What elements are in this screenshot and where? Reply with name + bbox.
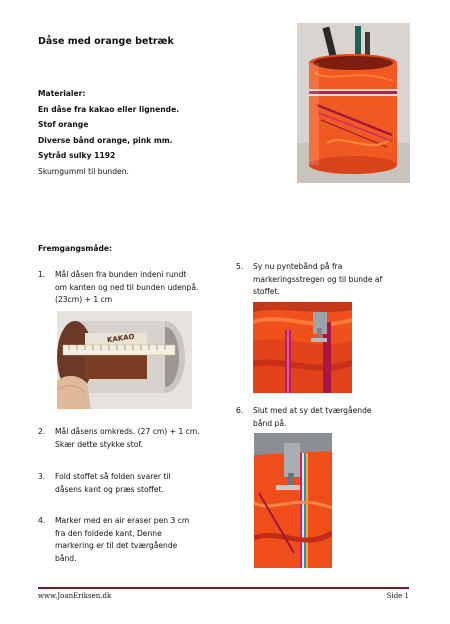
materials-section: [38, 86, 179, 179]
procedure-heading: Fremgangsmåde:: [38, 244, 113, 253]
page-title: Dåse med orange betræk: [38, 36, 174, 47]
step-text: dåsens kant og præs stoffet.: [55, 484, 164, 494]
step-number: 3.: [38, 472, 46, 481]
step-text: Slut med at sy det tværgående: [253, 406, 372, 415]
measuring-photo: [57, 311, 192, 409]
material-item: Stof orange: [38, 120, 89, 129]
step-text: Skær dette stykke stof.: [55, 439, 143, 449]
sewing-cross-band-photo: [254, 433, 332, 568]
material-item: Diverse bånd orange, pink mm.: [38, 135, 173, 145]
footer-divider: [38, 587, 409, 589]
step-number: 6.: [236, 406, 244, 415]
step-text: markering er til det tværgående: [55, 541, 178, 550]
step-text: Fold stoffet så folden svarer til: [55, 472, 171, 481]
material-item: Sytråd sulky 1192: [38, 151, 116, 160]
step-text: Mål dåsen fra bunden indeni rundt: [55, 270, 187, 279]
step-text: bånd.: [55, 553, 77, 563]
step-text: Mål dåsens omkreds. (27 cm) + 1 cm.: [55, 427, 200, 436]
step-text: Marker med en air eraser pen 3 cm: [55, 516, 190, 525]
step-number: 5.: [236, 262, 244, 271]
step-text: stoffet.: [253, 287, 280, 296]
finished-can-photo: [297, 23, 410, 183]
materials-heading: Materialer:: [38, 89, 86, 98]
material-item: Skumgummi til bunden.: [38, 166, 129, 176]
step-text: om kanten og ned til bunden udenpå.: [55, 282, 199, 292]
footer-page-number: Side 1: [386, 592, 409, 600]
sewing-ribbon-photo: [253, 302, 352, 393]
footer-website: www.JoanEriksen.dk: [38, 592, 112, 600]
step-number: 4.: [38, 516, 46, 525]
material-item: En dåse fra kakao eller lignende.: [38, 104, 180, 114]
can-label: KAKAO: [106, 332, 136, 345]
step-text: (23cm) + 1 cm: [55, 295, 113, 304]
step-text: markeringsstregen og til bunde af: [253, 274, 383, 284]
step-text: Sy nu pyntebånd på fra: [253, 262, 343, 271]
step-text: bånd på.: [253, 418, 287, 428]
step-number: 1.: [38, 270, 46, 279]
step-text: fra den foldede kant, Denne: [55, 528, 162, 538]
step-number: 2.: [38, 427, 46, 436]
